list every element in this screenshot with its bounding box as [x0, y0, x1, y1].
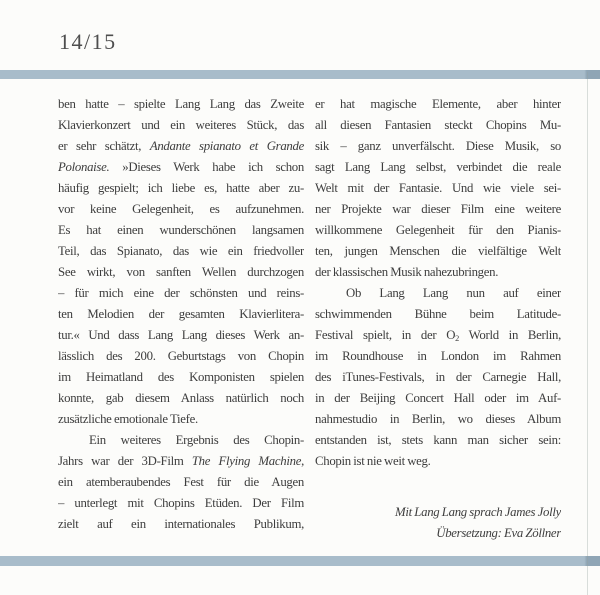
- page-number: 14/15: [59, 29, 117, 54]
- text-line: Polonaise. »Dieses Werk habe ich schon: [58, 160, 304, 174]
- text-line: zielt auf ein internationales Publikum,: [58, 517, 304, 531]
- text-line: ten, jungen Menschen die vielfältige Welt: [315, 244, 561, 258]
- text-line: – unterlegt mit Chopins Etüden. Der Film: [58, 496, 304, 510]
- attribution-line: Mit Lang Lang sprach James Jolly: [395, 505, 561, 519]
- text-line: in der Beijing Concert Hall oder im Auf-: [315, 391, 561, 405]
- text-line: vor keine Gelegenheit, es aufzunehmen.: [58, 202, 304, 216]
- text-line: Festival spielt, in der $O_2$ World in Berlin,: [315, 328, 561, 344]
- text-line: Teil, das Spianato, das wie ein friedvoller: [58, 244, 304, 258]
- text-line: ten Melodien der gesamten Klavierlitera-: [58, 307, 304, 321]
- text-line: schwimmenden Bühne beim Latitude-: [315, 307, 561, 321]
- attribution-line: Übersetzung: Eva Zöllner: [436, 526, 561, 540]
- text-line: er sehr schätzt, Andante spianato et Grande: [58, 139, 304, 153]
- text-line: See wirkt, von sanften Wellen durchzogen: [58, 265, 304, 279]
- text-line: tur.« Und dass Lang Lang dieses Werk an-: [58, 328, 304, 342]
- text-line: Ob Lang Lang nun auf einer: [346, 286, 561, 300]
- text-line: im Heimatland des Komponisten spielen: [58, 370, 304, 384]
- text-line: ein atemberaubendes Fest für die Augen: [58, 475, 304, 489]
- text-line: ner Projekte war dieser Film eine weitere: [315, 202, 561, 216]
- text-line: sik – ganz unverfälscht. Diese Musik, so: [315, 139, 561, 153]
- bottom-rule-bar: [0, 556, 600, 566]
- text-line: Welt mit der Fantasie. Und wie viele sei-: [315, 181, 561, 195]
- text-line: konnte, gab diesem Anlass natürlich noch: [58, 391, 304, 405]
- text-line: im Roundhouse in London im Rahmen: [315, 349, 561, 363]
- top-rule-bar: [0, 70, 600, 79]
- text-line: häufig gespielt; ich liebe es, hatte aber zu-: [58, 181, 304, 195]
- left-text-column: [58, 94, 304, 535]
- text-line: Es hat einen wunderschönen langsamen: [58, 223, 304, 237]
- text-line: Klavierkonzert und ein weiteres Stück, das: [58, 118, 304, 132]
- blank-line: [315, 472, 561, 502]
- text-line: all diesen Fantasien steckt Chopins Mu-: [315, 118, 561, 132]
- text-line: der klassischen Musik nahezubringen.: [315, 265, 499, 279]
- text-line: des iTunes-Festivals, in der Carnegie Hall,: [315, 370, 561, 384]
- text-line: sagt Lang Lang selbst, verbindet die reale: [315, 160, 561, 174]
- text-line: ben hatte – spielte Lang Lang das Zweite: [58, 97, 304, 111]
- text-line: – für mich eine der schönsten und reins-: [58, 286, 304, 300]
- text-line: willkommene Gelegenheit für den Pianis-: [315, 223, 561, 237]
- text-line: Chopin ist nie weit weg.: [315, 454, 431, 468]
- page-edge-line: [587, 72, 588, 595]
- text-line: Ein weiteres Ergebnis des Chopin-: [89, 433, 304, 447]
- right-text-column: [315, 94, 561, 544]
- text-line: zusätzliche emotionale Tiefe.: [58, 412, 198, 426]
- text-line: Jahrs war der 3D-Film The Flying Machine,: [58, 454, 304, 468]
- text-line: er hat magische Elemente, aber hinter: [315, 97, 561, 111]
- text-line: entstanden ist, stets kann man sicher sein:: [315, 433, 561, 447]
- text-line: lässlich des 200. Geburtstags von Chopin: [58, 349, 304, 363]
- text-line: nahmestudio in Berlin, wo dieses Album: [315, 412, 561, 426]
